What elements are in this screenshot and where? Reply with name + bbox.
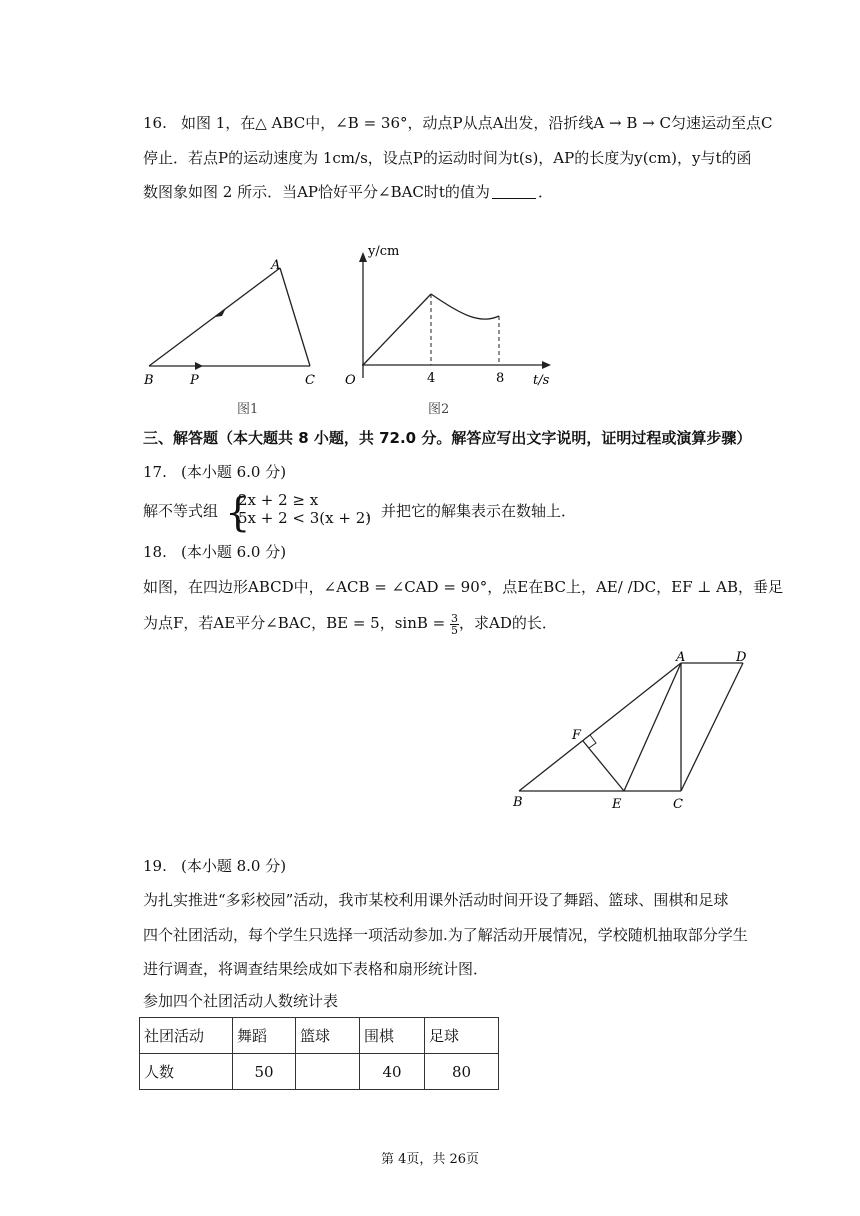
inequality-1: 2x + 2 ≥ x — [238, 491, 319, 509]
table-cell — [296, 1054, 360, 1090]
q16-figure-2 — [330, 240, 560, 420]
q18-text-2: 为点F，若AE平分∠BAC，BE = 5，sinB = — [143, 614, 450, 632]
table-header-cell: 篮球 — [296, 1018, 360, 1054]
q16-text-1: 如图 1，在△ ABC中，∠B = 36°，动点P从点A出发，沿折线A → B → C匀速运动至点C — [181, 114, 773, 132]
y-axis-label: y/cm — [368, 244, 400, 259]
q18-figure — [505, 640, 765, 815]
side-ac — [280, 268, 310, 366]
q19-line-3: 进行调查，将调查结果绘成如下表格和扇形统计图． — [143, 960, 489, 978]
graph-segment-curve — [431, 294, 499, 319]
q19-number: 19. — [143, 857, 167, 875]
q19-line-2: 四个社团活动，每个学生只选择一项活动参加.为了解活动开展情况，学校随机抽取部分学生 — [143, 926, 748, 944]
label-f: F — [572, 728, 582, 743]
label-b: B — [513, 795, 523, 810]
q17-prefix: 解不等式组 — [143, 502, 219, 520]
q18-line-2 — [143, 612, 557, 636]
direction-arrow-bc — [195, 362, 203, 370]
label-p: P — [190, 373, 199, 388]
fraction — [450, 613, 459, 636]
table-cell: 40 — [360, 1054, 425, 1090]
q16-period: ． — [537, 183, 553, 201]
segment-ae — [624, 663, 681, 791]
label-d: D — [736, 650, 747, 665]
section-heading: 三、解答题（本大题共 8 小题，共 72.0 分。解答应写出文字说明，证明过程或演算步骤） — [143, 429, 752, 447]
fraction-numerator: 3 — [451, 611, 458, 625]
label-c: C — [305, 373, 315, 388]
tick-4: 4 — [427, 371, 436, 386]
side-ab — [149, 268, 280, 366]
table-cell: 80 — [425, 1054, 499, 1090]
table-header-cell: 社团活动 — [140, 1018, 233, 1054]
table-title: 参加四个社团活动人数统计表 — [143, 992, 339, 1010]
q18-line-1: 如图，在四边形ABCD中，∠ACB = ∠CAD = 90°，点E在BC上，AE/ /DC，EF ⊥ AB，垂足 — [143, 578, 783, 596]
origin-label: O — [345, 373, 356, 388]
q17-suffix: ，并把它的解集表示在数轴上． — [366, 502, 577, 520]
q16-text-3: 数图象如图 2 所示．当AP恰好平分∠BAC时t的值为 — [143, 183, 490, 201]
right-angle-mark — [589, 735, 596, 748]
q17-header — [143, 461, 286, 482]
q16-number: 16. — [143, 114, 167, 132]
inequality-2: 5x + 2 < 3(x + 2) — [238, 509, 372, 527]
q19-line-1: 为扎实推进“多彩校园”活动，我市某校利用课外活动时间开设了舞蹈、篮球、围棋和足球 — [143, 891, 729, 909]
tick-8: 8 — [496, 371, 505, 386]
label-e: E — [612, 797, 622, 812]
q18-text-2-end: ，求AD的长． — [459, 614, 557, 632]
stats-table — [139, 1017, 499, 1090]
table-row-label: 人数 — [140, 1054, 233, 1090]
table-header-cell: 足球 — [425, 1018, 499, 1054]
answer-blank — [492, 184, 536, 199]
page-footer: 第 4页，共 26页 — [380, 1152, 480, 1167]
t-axis-arrow — [542, 361, 551, 369]
segment-ef — [583, 741, 624, 791]
q17-number: 17. — [143, 463, 167, 481]
table-header-cell: 围棋 — [360, 1018, 425, 1054]
fig1-caption: 图1 — [237, 402, 259, 417]
y-axis-arrow — [359, 252, 367, 262]
label-b: B — [144, 373, 154, 388]
table-cell: 50 — [233, 1054, 296, 1090]
label-a: A — [676, 650, 686, 665]
graph-segment-linear — [363, 294, 431, 365]
q18-header — [143, 541, 286, 562]
system-brace: { — [225, 490, 251, 536]
fig2-caption: 图2 — [428, 402, 450, 417]
label-a: A — [271, 258, 281, 273]
q16-figure-1 — [140, 250, 330, 420]
q18-score: (本小题 6.0 分) — [181, 543, 287, 561]
q16-line-2: 停止．若点P的运动速度为 1cm/s，设点P的运动时间为t(s)，AP的长度为y(cm)，y与t的函 — [143, 149, 752, 167]
q19-header — [143, 855, 286, 876]
segment-dc — [681, 663, 743, 791]
q16-line-3 — [143, 181, 553, 202]
q17-score: (本小题 6.0 分) — [181, 463, 287, 481]
segment-ba — [519, 663, 681, 791]
label-c: C — [673, 797, 683, 812]
q16-line-1 — [143, 112, 772, 133]
q18-number: 18. — [143, 543, 167, 561]
table-row — [140, 1054, 499, 1090]
t-axis-label: t/s — [533, 373, 550, 388]
table-header-row — [140, 1018, 499, 1054]
table-header-cell: 舞蹈 — [233, 1018, 296, 1054]
fraction-denominator: 5 — [451, 623, 458, 637]
q19-score: (本小题 8.0 分) — [181, 857, 287, 875]
